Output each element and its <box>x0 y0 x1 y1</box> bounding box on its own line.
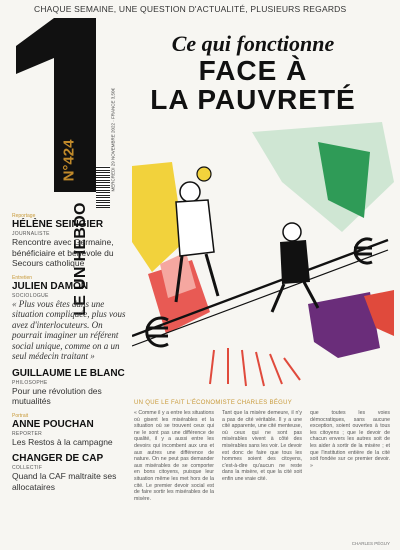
issue-number: N°424 <box>60 139 78 182</box>
headline <box>118 32 388 114</box>
entry-summary: Pour une révolution des mutualités <box>12 385 102 406</box>
entry-author: CHANGER DE CAP <box>12 453 104 464</box>
headline-kicker: Ce qui fonctionne <box>171 31 335 56</box>
one-logo-icon <box>6 16 98 192</box>
entry-author: ANNE POUCHAN <box>12 418 94 430</box>
entry-summary: Les Restos à la campagne <box>12 436 113 447</box>
barcode-icon <box>96 166 110 208</box>
shape-yellow <box>132 162 184 272</box>
article-column: Tant que la misère demeure, il n'y a pas de cité véritable. Il y a une cité apparente, une cité menteuse, où ceux qui ne sont pas misérables vivent à côté des misérables sans les voir. Le devoir est donc de faire que tous les hommes soient des citoyens, c'est-à-dire qu'aucun ne reste dans la misère, et que la cité soit enfin une vraie cité. <box>222 410 302 482</box>
issue-meta: MERCREDI 29 NOVEMBRE 2022 · FRANCE 3,50€ <box>110 87 116 192</box>
article-column: que toutes les voies démocratiques, sans aucune exception, soient ouvertes à tous les citoyens ; que le devoir de chacun envers les autres soit de les aider à sortir de la misère ; et que l'institution entière de la cité soit fondée sur ce premier devoir. » <box>310 410 390 469</box>
sidebar-entry[interactable] <box>12 368 132 407</box>
sidebar <box>12 213 132 498</box>
article-body <box>134 410 390 542</box>
headline-title-line1: FACE À <box>198 55 308 86</box>
entry-rubric: Portrait <box>12 412 29 419</box>
cover-illustration <box>132 122 394 394</box>
entry-rubric: Reportage <box>12 213 36 219</box>
entry-role: JOURNALISTE <box>12 231 50 237</box>
entry-author: JULIEN DAMON <box>12 280 89 292</box>
sidebar-entry[interactable] <box>12 275 132 362</box>
entry-author: GUILLAUME LE BLANC <box>12 367 125 379</box>
entry-summary: Rencontre avec Germaine, bénéficiaire et bénévole du Secours catholique <box>12 237 114 268</box>
entry-rubric: Entretien <box>12 274 33 281</box>
entry-role: SOCIOLOGUE <box>12 292 49 299</box>
entry-summary: « Plus vous êtes dans une situation compliquée, plus vous avez d'interlocuteurs. On pourrait imaginer un référent social unique, comme on a un seul médecin traitant » <box>12 298 126 361</box>
walker-right-icon <box>272 223 318 312</box>
sidebar-entry[interactable] <box>12 453 132 492</box>
article-column: « Comme il y a entre les situations où gisent les misérables et la situation où se trouvent ceux qui ne le sont pas une différence de qualité, il y a aussi entre les devoirs qui incombent aux uns et aux autres une différence de nature. On ne peut pas demander aux misérables de se comporter en bons citoyens, puisque leur situation même les met hors de la cité. Le premier devoir social est de faire sortir les misérables de la misère. <box>134 410 214 502</box>
article-credit: CHARLES PÉGUY <box>351 541 390 546</box>
sun-rays-icon <box>210 348 300 386</box>
entry-role: COLLECTIF <box>12 465 43 471</box>
brand-name: LE UN HEBDO <box>71 202 89 316</box>
sidebar-entry[interactable] <box>12 413 132 448</box>
entry-summary: Quand la CAF maltraite ses allocataires <box>12 471 117 492</box>
cover-tagline: CHAQUE SEMAINE, UNE QUESTION D'ACTUALITÉ, PLUSIEURS REGARDS <box>34 4 347 14</box>
headline-title-line2: LA PAUVRETÉ <box>150 84 356 115</box>
entry-author: HÉLÈNE SEINGIER <box>12 219 104 230</box>
entry-role: REPORTER <box>12 430 43 437</box>
article-header: UN QUE LE FAIT L'ÉCONOMISTE CHARLES BÉGUY <box>134 400 293 406</box>
entry-role: PHILOSOPHE <box>12 379 48 386</box>
sidebar-entry[interactable] <box>12 213 132 269</box>
shape-green <box>252 122 394 232</box>
